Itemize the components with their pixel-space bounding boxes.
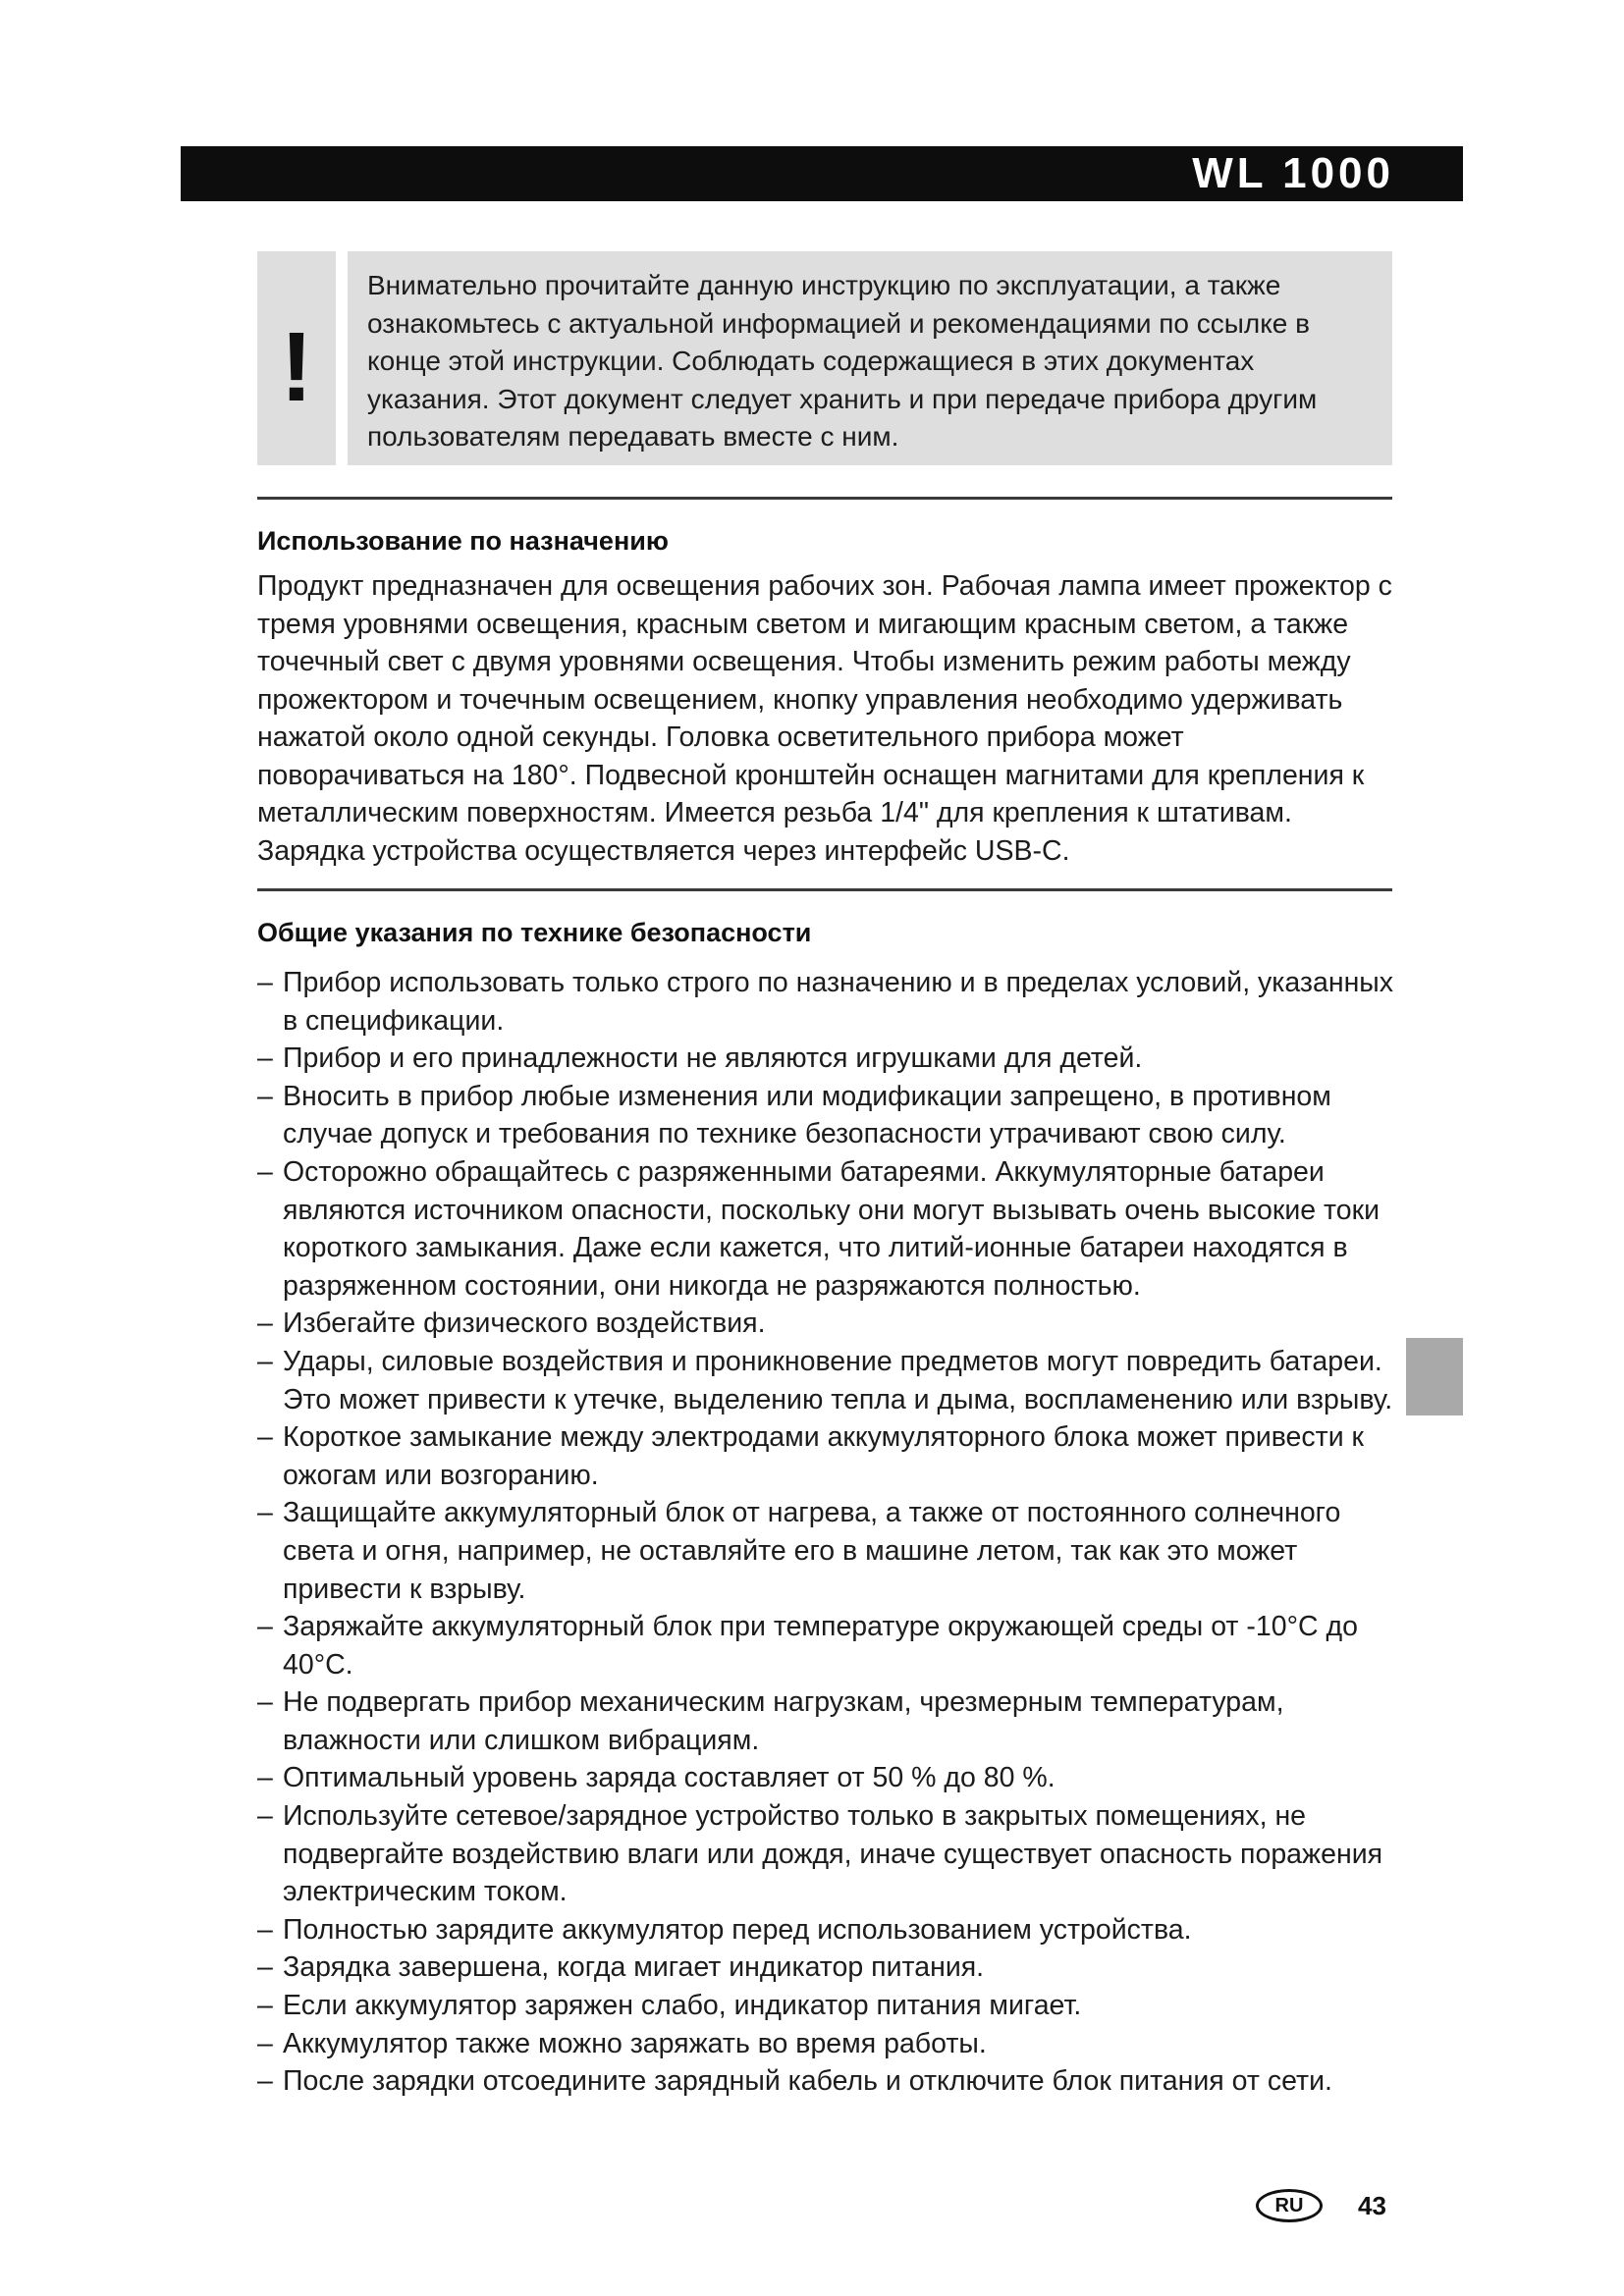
section-heading-safety: Общие указания по технике безопасности	[257, 918, 812, 947]
list-item: – Оптимальный уровень заряда составляет от 50 % до 80 %.	[257, 1759, 1406, 1797]
list-item: – Избегайте физического воздействия.	[257, 1305, 1406, 1343]
list-item: – Вносить в прибор любые изменения или модификации запрещено, в противном случае допуск и требования по технике безопасности утрачивают свою силу.	[257, 1078, 1406, 1153]
list-item: – Прибор использовать только строго по назначению и в пределах условий, указанных в спецификации.	[257, 964, 1406, 1040]
warning-text: Внимательно прочитайте данную инструкцию по эксплуатации, а также ознакомьтесь с актуальной информацией и рекомендациями по ссылке в конце этой инструкции. Соблюдать содержащиеся в этих документах указания. Этот документ следует хранить и при передаче прибора другим пользователям передавать вместе с ним.	[367, 270, 1318, 452]
dash-bullet: –	[257, 1913, 273, 1946]
dash-bullet: –	[257, 1345, 273, 1377]
dash-bullet: –	[257, 1990, 273, 2022]
dash-bullet: –	[257, 1762, 273, 1794]
dash-bullet: –	[257, 1800, 273, 1833]
dash-bullet: –	[257, 1497, 273, 1529]
warning-icon-box	[257, 251, 336, 465]
dash-bullet: –	[257, 1080, 273, 1112]
divider	[257, 497, 1392, 500]
exclamation-icon: !	[280, 312, 313, 422]
section-tab-marker	[1406, 1338, 1463, 1415]
dash-bullet: –	[257, 1308, 273, 1340]
section-heading-intended-use: Использование по назначению	[257, 526, 669, 556]
list-item: – Заряжайте аккумуляторный блок при температуре окружающей среды от -10°C до 40°C.	[257, 1608, 1406, 1683]
language-badge: RU	[1256, 2189, 1323, 2222]
list-item: – Используйте сетевое/зарядное устройство только в закрытых помещениях, не подвергайте воздействию влаги или дождя, иначе существует опасность поражения электрическим током.	[257, 1797, 1406, 1911]
list-item: – Осторожно обращайтесь с разряженными батареями. Аккумуляторные батареи являются источником опасности, поскольку они могут вызывать очень высокие токи короткого замыкания. Даже если кажется, что литий-ионные батареи находятся в разряженном состоянии, они никогда не разряжаются полностью.	[257, 1153, 1406, 1305]
list-item: – Не подвергать прибор механическим нагрузкам, чрезмерным температурам, влажности или слишком вибрациям.	[257, 1683, 1406, 1759]
dash-bullet: –	[257, 1686, 273, 1719]
warning-box	[348, 251, 1392, 465]
list-item: – Защищайте аккумуляторный блок от нагрева, а также от постоянного солнечного света и огня, например, не оставляйте его в машине летом, так как это может привести к взрыву.	[257, 1494, 1406, 1608]
dash-bullet: –	[257, 1155, 273, 1188]
list-item: – Зарядка завершена, когда мигает индикатор питания.	[257, 1949, 1406, 1987]
list-item: – Короткое замыкание между электродами аккумуляторного блока может привести к ожогам или возгоранию.	[257, 1418, 1406, 1494]
divider	[257, 888, 1392, 891]
intended-use-paragraph: Продукт предназначен для освещения рабочих зон. Рабочая лампа имеет прожектор с тремя уровнями освещения, красным светом и мигающим красным светом, а также точечный свет с двумя уровнями освещения. Чтобы изменить режим работы между прожектором и точечным освещением, кнопку управления необходимо удерживать нажатой около одной секунды. Головка осветительного прибора может поворачиваться на 180°. Подвесной кронштейн оснащен магнитами для крепления к металлическим поверхностям. Имеется резьба 1/4" для крепления к штативам. Зарядка устройства осуществляется через интерфейс USB-C.	[257, 570, 1392, 867]
dash-bullet: –	[257, 1951, 273, 1984]
dash-bullet: –	[257, 1042, 273, 1075]
model-title: WL 1000	[1192, 149, 1394, 197]
dash-bullet: –	[257, 1421, 273, 1454]
list-item: – Аккумулятор также можно заряжать во время работы.	[257, 2025, 1406, 2063]
dash-bullet: –	[257, 2065, 273, 2098]
dash-bullet: –	[257, 1611, 273, 1643]
dash-bullet: –	[257, 967, 273, 998]
page-number: 43	[1358, 2191, 1386, 2220]
header-bar	[181, 146, 1463, 201]
list-item: – Полностью зарядите аккумулятор перед использованием устройства.	[257, 1911, 1406, 1949]
list-item: – Если аккумулятор заряжен слабо, индикатор питания мигает.	[257, 1987, 1406, 2025]
list-item: – Прибор и его принадлежности не являются игрушками для детей.	[257, 1040, 1406, 1078]
dash-bullet: –	[257, 2027, 273, 2059]
list-item: – Удары, силовые воздействия и проникновение предметов могут повредить батареи. Это может привести к утечке, выделению тепла и дыма, воспламенению или взрыву.	[257, 1343, 1406, 1418]
list-item: – После зарядки отсоедините зарядный кабель и отключите блок питания от сети.	[257, 2062, 1406, 2101]
safety-list	[257, 964, 1406, 2101]
